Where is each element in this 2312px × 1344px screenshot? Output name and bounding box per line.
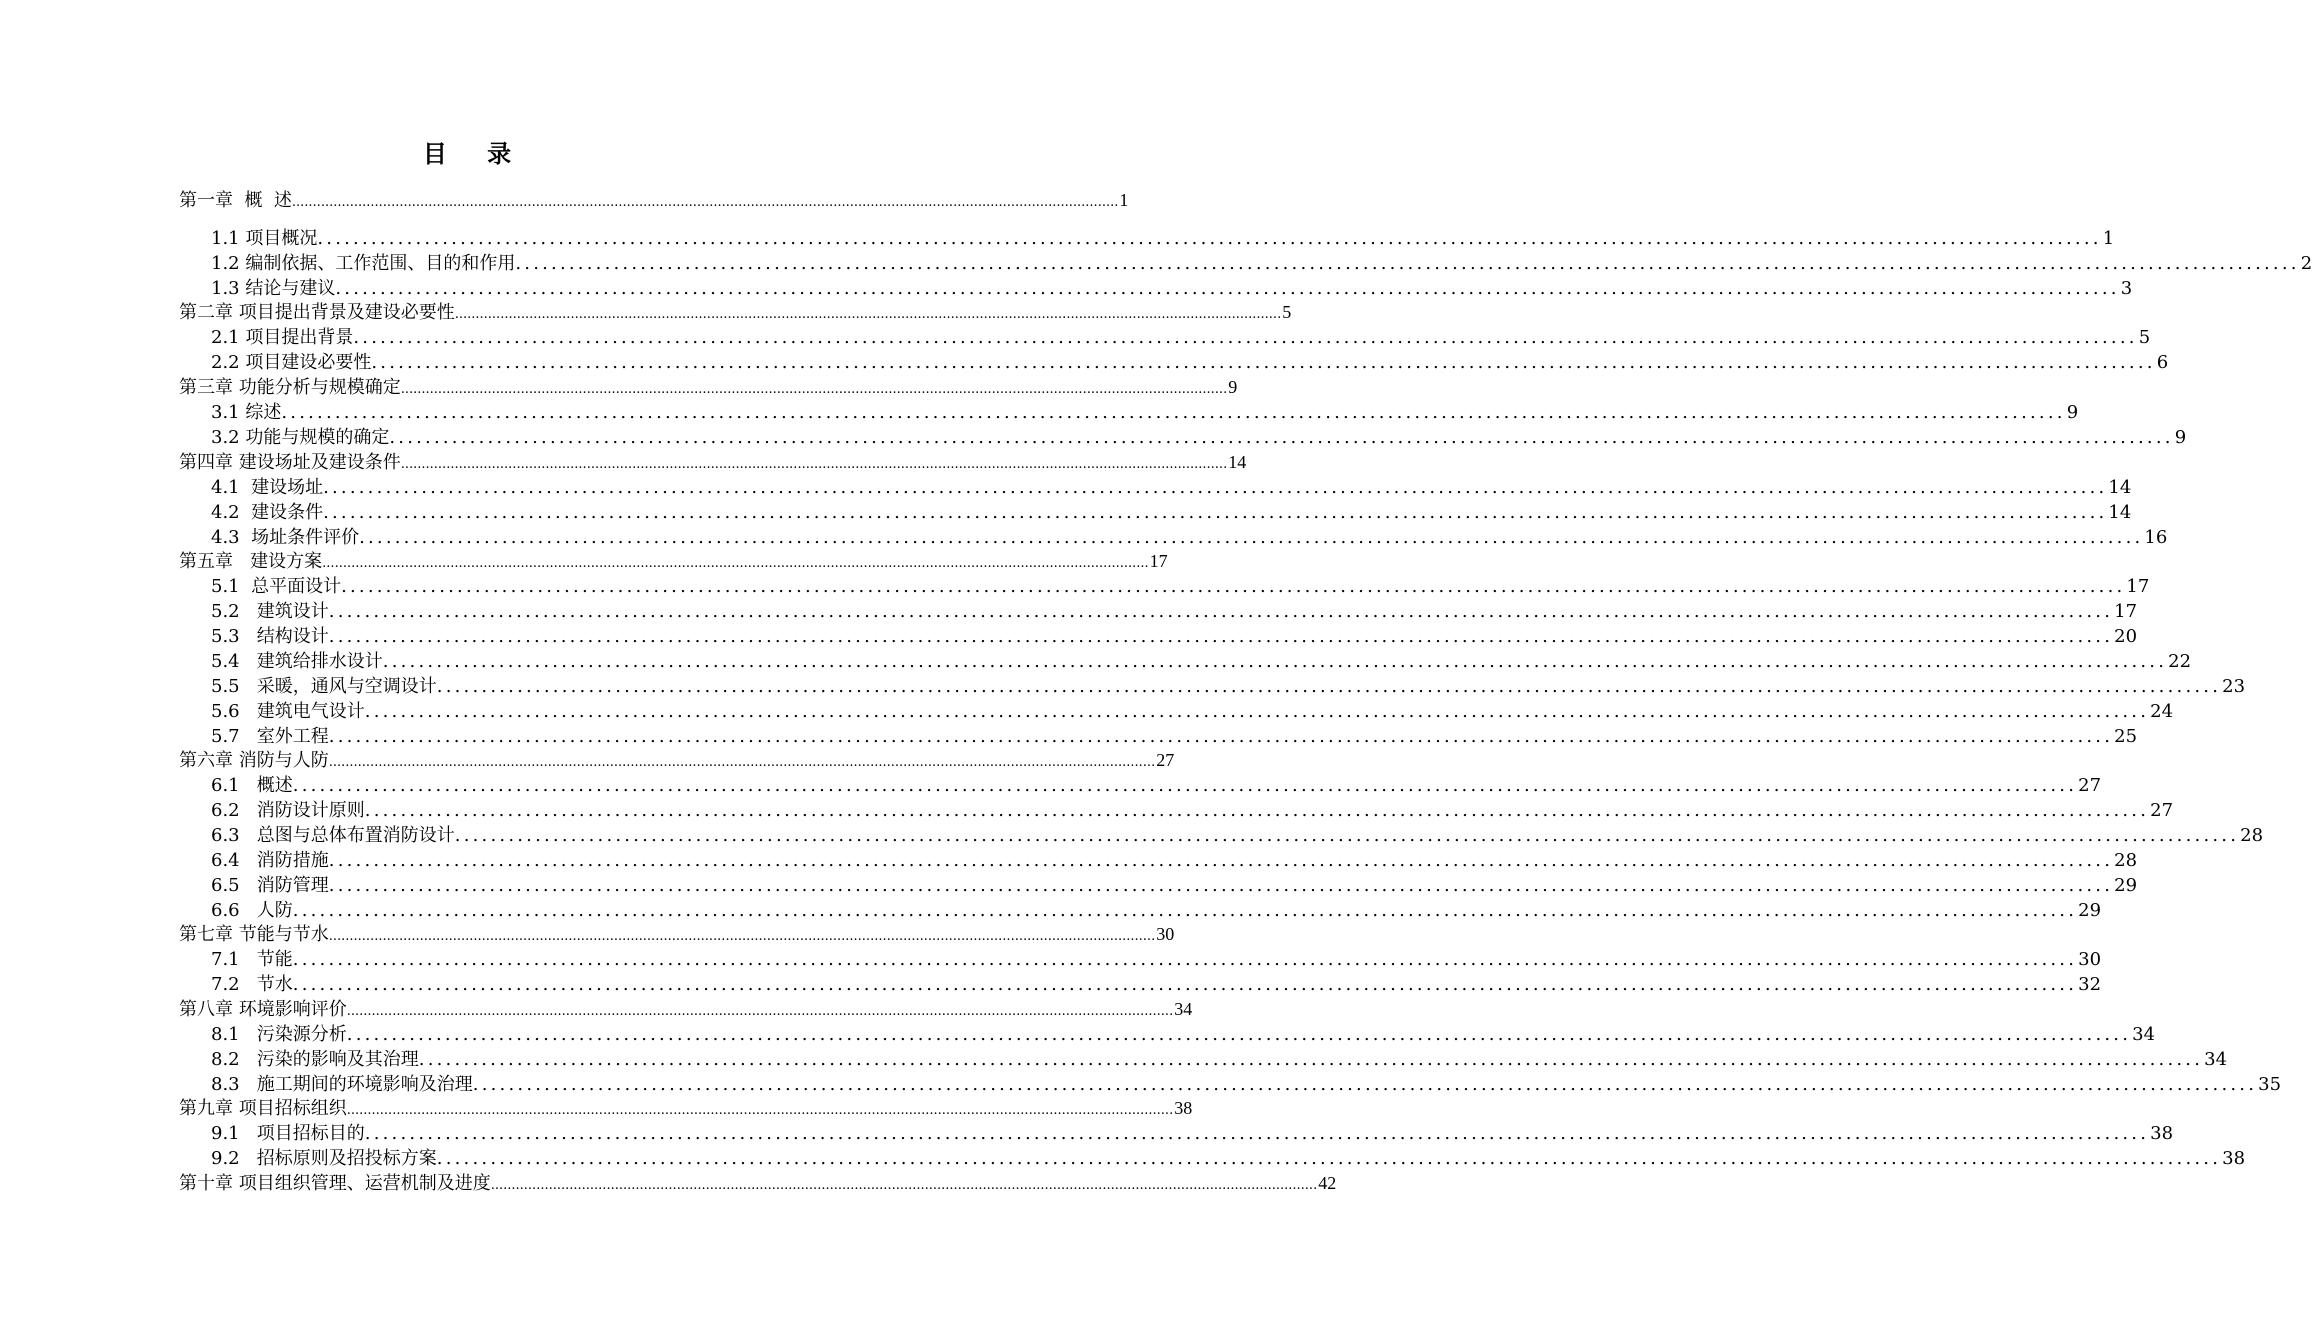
toc-page-number: 30 <box>2078 949 2102 970</box>
dot-leader: ........................................................................................................................................................................................................ <box>292 949 2078 970</box>
toc-page-number: 34 <box>2132 1024 2156 1045</box>
dot-leader: ........................................................................................................................................................................................................ <box>323 477 2108 498</box>
toc-page-number: 28 <box>2240 825 2264 846</box>
toc-section-entry[interactable] <box>211 325 2151 350</box>
toc-page-number: 35 <box>2258 1074 2282 1095</box>
dot-leader: ........................................................................................................................................................................................................ <box>515 253 2300 274</box>
toc-section-entry[interactable] <box>211 674 2246 699</box>
toc-section-entry[interactable] <box>211 1121 2174 1146</box>
toc-section-entry[interactable] <box>211 649 2192 674</box>
dot-leader: ........................................................................................................................................................................................................ <box>472 1074 2258 1095</box>
dot-leader: ........................................................................................................................................................................................................ <box>382 651 2168 672</box>
toc-page-number: 14 <box>2108 502 2132 523</box>
toc-page-number: 29 <box>2114 875 2138 896</box>
toc-page-number: 42 <box>1318 1173 1337 1193</box>
toc-entry-title: 7.2 节水 <box>211 974 293 995</box>
toc-page-number: 23 <box>2222 676 2246 697</box>
toc-entry-title: 6.1 概述 <box>211 775 293 796</box>
toc-section-entry[interactable] <box>211 500 2132 525</box>
toc-chapter-entry[interactable] <box>179 1096 1193 1121</box>
toc-entry-title: 1.1 项目概况 <box>211 228 318 249</box>
toc-entry-title: 第四章 建设场址及建设条件 <box>179 452 401 473</box>
toc-section-entry[interactable] <box>211 276 2133 301</box>
dot-leader: ........................................................................................................................................................................................................ <box>400 457 1228 472</box>
toc-section-entry[interactable] <box>211 898 2102 923</box>
toc-chapter-entry[interactable] <box>179 375 1238 400</box>
toc-entry-title: 5.4 建筑给排水设计 <box>211 651 383 672</box>
toc-entry-title: 5.7 室外工程 <box>211 726 329 747</box>
toc-chapter-entry[interactable] <box>179 922 1175 947</box>
toc-page-number: 22 <box>2168 651 2192 672</box>
dot-leader: ........................................................................................................................................................................................................ <box>281 402 2066 423</box>
toc-entry-title: 3.2 功能与规模的确定 <box>211 427 390 448</box>
toc-page-number: 25 <box>2114 726 2138 747</box>
toc-entry-title: 5.2 建筑设计 <box>211 601 329 622</box>
dot-leader: ........................................................................................................................................................................................................ <box>328 726 2114 747</box>
toc-section-entry[interactable] <box>211 1047 2228 1072</box>
toc-page-number: 24 <box>2150 701 2174 722</box>
toc-entry-title: 5.6 建筑电气设计 <box>211 701 365 722</box>
toc-section-entry[interactable] <box>211 972 2102 997</box>
toc-page-number: 29 <box>2078 900 2102 921</box>
toc-entry-title: 第一章 概 述 <box>179 190 292 211</box>
toc-entry-title: 第五章 建设方案 <box>179 551 323 572</box>
toc-entry-title: 4.1 建设场址 <box>211 477 324 498</box>
dot-leader: ........................................................................................................................................................................................................ <box>292 974 2078 995</box>
dot-leader: ........................................................................................................................................................................................................ <box>346 1024 2132 1045</box>
toc-entry-title: 第八章 环境影响评价 <box>179 999 347 1020</box>
toc-section-entry[interactable] <box>211 798 2174 823</box>
toc-section-entry[interactable] <box>211 848 2138 873</box>
toc-entry-title: 第六章 消防与人防 <box>179 750 329 771</box>
dot-leader: ........................................................................................................................................................................................................ <box>346 1103 1174 1118</box>
toc-page-number: 9 <box>2174 427 2187 448</box>
toc-page-number: 27 <box>1156 750 1175 770</box>
toc-section-entry[interactable] <box>211 823 2264 848</box>
toc-page-number: 1 <box>2102 228 2115 249</box>
toc-section-entry[interactable] <box>211 425 2187 450</box>
toc-section-entry[interactable] <box>211 947 2102 972</box>
dot-leader: ........................................................................................................................................................................................................ <box>436 676 2222 697</box>
dot-leader: ........................................................................................................................................................................................................ <box>359 527 2144 548</box>
toc-page-number: 17 <box>2114 601 2138 622</box>
dot-leader: ........................................................................................................................................................................................................ <box>436 1148 2222 1169</box>
dot-leader: ........................................................................................................................................................................................................ <box>371 352 2156 373</box>
toc-entry-title: 5.1 总平面设计 <box>211 576 342 597</box>
toc-entry-title: 7.1 节能 <box>211 949 293 970</box>
dot-leader: ........................................................................................................................................................................................................ <box>364 701 2150 722</box>
toc-entry-title: 1.3 结论与建议 <box>211 278 336 299</box>
toc-entry-title: 第九章 项目招标组织 <box>179 1098 347 1119</box>
toc-section-entry[interactable] <box>211 1072 2282 1097</box>
toc-page-number: 27 <box>2150 800 2174 821</box>
toc-entry-title: 9.1 项目招标目的 <box>211 1123 365 1144</box>
toc-page-number: 28 <box>2114 850 2138 871</box>
dot-leader: ........................................................................................................................................................................................................ <box>292 900 2078 921</box>
toc-entry-title: 6.2 消防设计原则 <box>211 800 365 821</box>
dot-leader: ........................................................................................................................................................................................................ <box>400 382 1228 397</box>
dot-leader: ........................................................................................................................................................................................................ <box>317 228 2102 249</box>
toc-section-entry[interactable] <box>211 226 2115 251</box>
dot-leader: ........................................................................................................................................................................................................ <box>490 1178 1318 1193</box>
toc-section-entry[interactable] <box>211 475 2132 500</box>
dot-leader: ........................................................................................................................................................................................................ <box>292 775 2078 796</box>
toc-entry-title: 6.4 消防措施 <box>211 850 329 871</box>
toc-entry-title: 8.1 污染源分析 <box>211 1024 347 1045</box>
toc-page-number: 27 <box>2078 775 2102 796</box>
toc-page-number: 34 <box>1174 999 1193 1019</box>
toc-section-entry[interactable] <box>211 624 2138 649</box>
toc-page-number: 20 <box>2114 626 2138 647</box>
dot-leader: ........................................................................................................................................................................................................ <box>335 278 2120 299</box>
dot-leader: ........................................................................................................................................................................................................ <box>353 327 2138 348</box>
dot-leader: ........................................................................................................................................................................................................ <box>454 307 1282 322</box>
toc-chapter-entry[interactable] <box>179 748 1175 773</box>
toc-section-entry[interactable] <box>211 525 2168 550</box>
toc-page-number: 9 <box>1228 377 1238 397</box>
toc-section-entry[interactable] <box>211 1022 2156 1047</box>
toc-entry-title: 9.2 招标原则及招投标方案 <box>211 1148 437 1169</box>
toc-entry-title: 2.2 项目建设必要性 <box>211 352 372 373</box>
toc-entry-title: 6.3 总图与总体布置消防设计 <box>211 825 455 846</box>
toc-section-entry[interactable] <box>211 873 2138 898</box>
toc-page-number: 3 <box>2120 278 2133 299</box>
toc-section-entry[interactable] <box>211 699 2174 724</box>
toc-entry-title: 1.2 编制依据、工作范围、目的和作用 <box>211 253 516 274</box>
toc-chapter-entry[interactable] <box>179 997 1193 1022</box>
toc-page-number: 17 <box>1149 551 1168 571</box>
toc-page-number: 32 <box>2078 974 2102 995</box>
toc-chapter-entry[interactable] <box>179 188 1129 213</box>
toc-section-entry[interactable] <box>211 251 2312 276</box>
toc-section-entry[interactable] <box>211 599 2138 624</box>
toc-section-entry[interactable] <box>211 724 2138 749</box>
dot-leader: ........................................................................................................................................................................................................ <box>364 800 2150 821</box>
toc-page-number: 14 <box>1228 452 1247 472</box>
toc-page-number: 38 <box>2150 1123 2174 1144</box>
toc-entry-title: 第二章 项目提出背景及建设必要性 <box>179 302 455 323</box>
toc-page-number: 14 <box>2108 477 2132 498</box>
toc-section-entry[interactable] <box>211 400 2079 425</box>
toc-section-entry[interactable] <box>211 773 2102 798</box>
dot-leader: ........................................................................................................................................................................................................ <box>328 626 2114 647</box>
dot-leader: ........................................................................................................................................................................................................ <box>291 195 1119 210</box>
dot-leader: ........................................................................................................................................................................................................ <box>322 556 1149 571</box>
toc-entry-title: 第三章 功能分析与规模确定 <box>179 377 401 398</box>
toc-page-number: 6 <box>2156 352 2169 373</box>
toc-chapter-entry[interactable] <box>179 1171 1337 1196</box>
dot-leader: ........................................................................................................................................................................................................ <box>323 502 2108 523</box>
toc-page-number: 38 <box>2222 1148 2246 1169</box>
dot-leader: ........................................................................................................................................................................................................ <box>454 825 2240 846</box>
toc-entry-title: 5.5 采暖，通风与空调设计 <box>211 676 437 697</box>
toc-chapter-entry[interactable] <box>179 300 1292 325</box>
toc-section-entry[interactable] <box>211 574 2150 599</box>
toc-page-number: 17 <box>2126 576 2150 597</box>
toc-page-number: 38 <box>1174 1098 1193 1118</box>
toc-entry-title: 2.1 项目提出背景 <box>211 327 354 348</box>
toc-entry-title: 4.3 场址条件评价 <box>211 527 360 548</box>
dot-leader: ........................................................................................................................................................................................................ <box>328 875 2114 896</box>
toc-page-number: 9 <box>2066 402 2079 423</box>
toc-entry-title: 8.3 施工期间的环境影响及治理 <box>211 1074 473 1095</box>
toc-page-number: 2 <box>2300 253 2312 274</box>
dot-leader: ........................................................................................................................................................................................................ <box>328 850 2114 871</box>
toc-page-number: 30 <box>1156 924 1175 944</box>
toc-entry-title: 第十章 项目组织管理、运营机制及进度 <box>179 1173 491 1194</box>
toc-chapter-entry[interactable] <box>179 549 1168 574</box>
dot-leader: ........................................................................................................................................................................................................ <box>328 601 2114 622</box>
toc-entry-title: 4.2 建设条件 <box>211 502 324 523</box>
toc-title: 目 录 <box>422 139 528 168</box>
toc-page-number: 1 <box>1119 190 1129 210</box>
toc-page-number: 5 <box>2138 327 2151 348</box>
toc-entry-title: 6.5 消防管理 <box>211 875 329 896</box>
dot-leader: ........................................................................................................................................................................................................ <box>328 929 1156 944</box>
toc-chapter-entry[interactable] <box>179 450 1247 475</box>
toc-entry-title: 3.1 综述 <box>211 402 282 423</box>
dot-leader: ........................................................................................................................................................................................................ <box>346 1004 1174 1019</box>
toc-entry-title: 6.6 人防 <box>211 900 293 921</box>
toc-page-number: 34 <box>2204 1049 2228 1070</box>
dot-leader: ........................................................................................................................................................................................................ <box>341 576 2126 597</box>
toc-page-number: 16 <box>2144 527 2168 548</box>
toc-page-number: 5 <box>1282 302 1292 322</box>
dot-leader: ........................................................................................................................................................................................................ <box>328 755 1156 770</box>
toc-section-entry[interactable] <box>211 350 2169 375</box>
toc-section-entry[interactable] <box>211 1146 2246 1171</box>
toc-entry-title: 5.3 结构设计 <box>211 626 329 647</box>
dot-leader: ........................................................................................................................................................................................................ <box>418 1049 2204 1070</box>
toc-entry-title: 8.2 污染的影响及其治理 <box>211 1049 419 1070</box>
dot-leader: ........................................................................................................................................................................................................ <box>364 1123 2150 1144</box>
toc-entry-title: 第七章 节能与节水 <box>179 924 329 945</box>
dot-leader: ........................................................................................................................................................................................................ <box>389 427 2174 448</box>
